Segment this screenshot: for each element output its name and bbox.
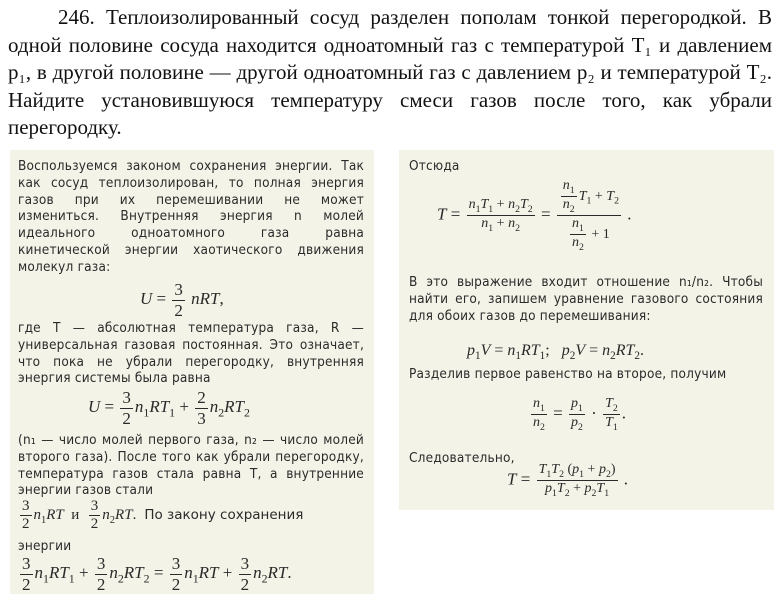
energy-word: энергии xyxy=(18,538,72,554)
label-sledovatelno: Следовательно, xyxy=(409,450,515,466)
equation-energy-conservation: $\frac{3}{2}$ $n_1RT_1$ + $\frac{3}{2}$ $n_2RT_2$ = $\frac{3}{2}$ $n_1RT$ + $\frac{3}{2}$ $n_2RT$. xyxy=(22,554,292,594)
paragraph-energy-law: Воспользуемся законом сохранения энергии. Так как сосуд теплоизолирован, то полная энергия газов при их перемешивании не может измениться. Внутренняя энергия n молей идеального одноатомного газа равна кинетической энергии хаотического движения молекул газа: xyxy=(18,158,364,275)
solution-left-column xyxy=(10,150,374,594)
equation-gas-state: $p_1V = n_1RT_1$; $p_2V = n_2RT_2$. xyxy=(467,342,644,363)
paragraph-definitions: где T — абсолютная температура газа, R — универсальная газовая постоянная. Это означает, что пока не убрали перегородку, внутренняя энергия системы была равна xyxy=(18,320,364,387)
problem-statement: 246. Теплоизолированный сосуд разделен пополам тонкой перегородкой. В одной половине сосуда находится одноатомный газ с температурой T₁ и давлением p₁, в другой половине — другой одноатомный газ с давлением p₂ и температурой T₂. Найдите установившуюся температуру смеси газов после того, как убрали перегородку. xyxy=(8,5,772,139)
paragraph-ratio-intro: В это выражение входит отношение n₁/n₂. Чтобы найти его, запишем уравнение газового состояния для обоих газов до перемешивания: xyxy=(409,274,763,324)
equation-final-temperature: T = $\frac{T_1T_2 (p_1 + p_2)}{p_1T_2 + p_2T_1}$ . xyxy=(507,462,629,499)
equation-mole-ratio: $\frac{n_1}{n_2}$ = $\frac{p_1}{p_2}$ · $\frac{T_2}{T_1}$ . xyxy=(533,396,627,433)
label-otsyuda: Отсюда xyxy=(409,158,460,174)
paragraph-divide: Разделив первое равенство на второе, получим xyxy=(409,366,727,382)
equation-internal-energy: U = $\frac{3}{2}$ nRT, xyxy=(140,280,224,320)
equation-initial-energy: U = $\frac{3}{2}$ $n_1RT_1$ + $\frac{2}{3}$ $n_2RT_2$ xyxy=(88,388,250,428)
equation-final-energies: $\frac{3}{2}$ $n_1RT$ и $\frac{3}{2}$ $n_2RT$. По закону сохранения xyxy=(22,498,304,533)
equation-temperature-moles: T = $\frac{n_1T_1 + n_2T_2}{n_1 + n_2}$ = $\frac{n_1}{n_2}$ $T_1 + T_2$ $\frac{n_1}{n_2}$ + 1 . xyxy=(437,178,632,253)
solution-right-column xyxy=(399,150,774,510)
paragraph-moles: (n₁ — число молей первого газа, n₂ — число молей второго газа). После того как убрали перегородку, температура газов стала равна T, а внутренние энергии газов стали xyxy=(18,432,364,499)
